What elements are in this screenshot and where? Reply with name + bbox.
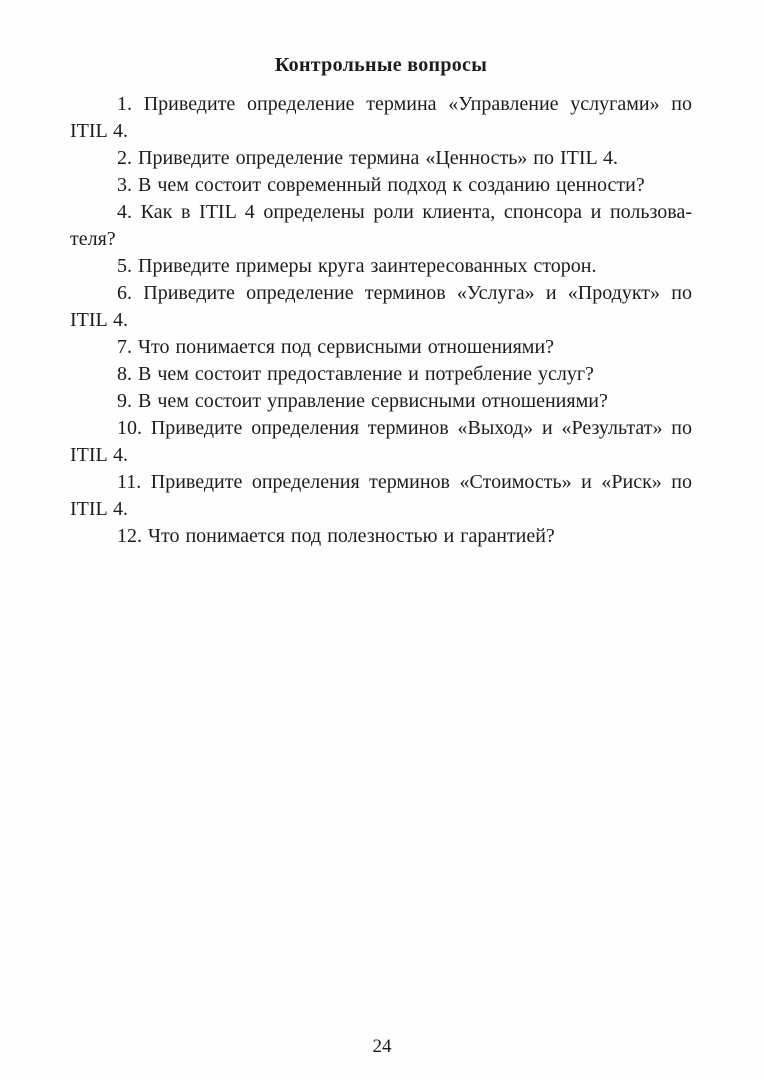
- question-item-7: 7. Что понимается под сервисными отношениями?: [117, 336, 555, 358]
- page-number: 24: [372, 1036, 392, 1057]
- question-item-4: 4. Как в ITIL 4 определены роли клиента, спонсора и пользователя?: [70, 201, 692, 250]
- question-item-6: 6. Приведите определение терминов «Услуга» и «Продукт» по ITIL 4.: [70, 282, 692, 331]
- question-item-12: 12. Что понимается под полезностью и гарантией?: [117, 525, 555, 547]
- question-item-11: 11. Приведите определения терминов «Стоимость» и «Риск» по ITIL 4.: [70, 471, 692, 520]
- question-item-9: 9. В чем состоит управление сервисными отношениями?: [117, 390, 608, 412]
- question-item-1: 1. Приведите определение термина «Управление услугами» по ITIL 4.: [70, 93, 692, 142]
- question-item-5: 5. Приведите примеры круга заинтересованных сторон.: [117, 255, 597, 277]
- question-item-8: 8. В чем состоит предоставление и потребление услуг?: [117, 363, 594, 385]
- page-content: [70, 52, 692, 550]
- question-item-3: 3. В чем состоит современный подход к созданию ценности?: [117, 174, 645, 196]
- question-item-2: 2. Приведите определение термина «Ценность» по ITIL 4.: [117, 147, 619, 169]
- question-item-10: 10. Приведите определения терминов «Выход» и «Результат» по ITIL 4.: [70, 417, 692, 466]
- section-title: Контрольные вопросы: [274, 54, 488, 76]
